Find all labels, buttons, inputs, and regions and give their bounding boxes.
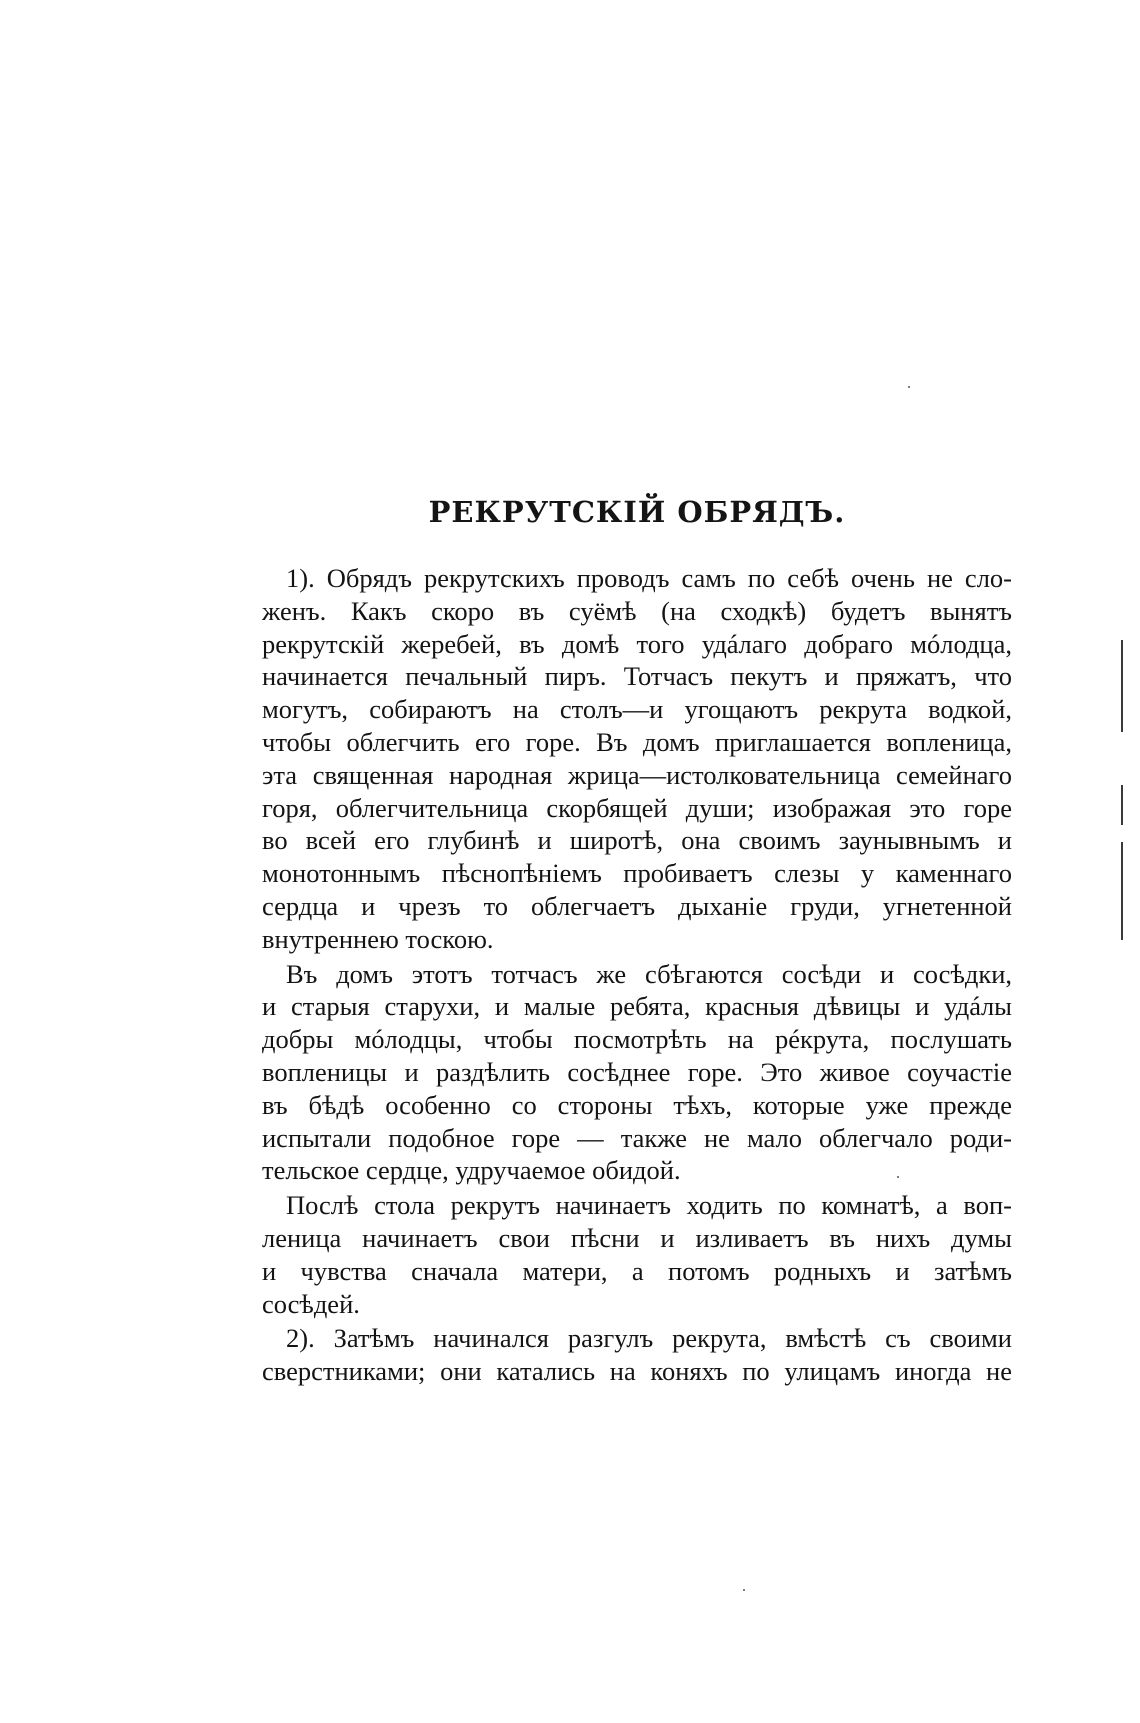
text-line: рекрутскій жеребей, въ домѣ того удáлаго добраго мóлодца,: [262, 628, 1012, 659]
text-line: и старыя старухи, и малые ребята, красныя дѣвицы и удáлы: [262, 991, 1012, 1022]
body-text: [262, 562, 1012, 1390]
text-line: въ бѣдѣ особенно со стороны тѣхъ, которые уже прежде: [262, 1089, 1012, 1120]
text-line: 2). Затѣмъ начинался разгулъ рекрута, вмѣстѣ съ своими: [286, 1323, 1012, 1354]
text-line: во всей его глубинѣ и широтѣ, она своимъ заунывнымъ и: [262, 825, 1012, 856]
text-line: монотоннымъ пѣснопѣніемъ пробиваетъ слезы у каменнаго: [262, 858, 1012, 889]
text-line: добры мóлодцы, чтобы посмотрѣть на рéкрута, послушать: [262, 1024, 1012, 1055]
margin-mark: [1121, 842, 1123, 940]
text-line: горя, облегчительница скорбящей души; изображая это горе: [262, 792, 1012, 823]
text-line: и чувства сначала матери, а потомъ родныхъ и затѣмъ: [262, 1255, 1012, 1286]
paragraph-1: [262, 562, 1012, 956]
scan-speck: [908, 386, 910, 388]
text-line: Въ домъ этотъ тотчасъ же сбѣгаются сосѣди и сосѣдки,: [286, 958, 1012, 989]
text-line: 1). Обрядъ рекрутскихъ проводъ самъ по себѣ очень не сло-: [286, 563, 1012, 593]
text-line: сердца и чрезъ то облегчаетъ дыханіе груди, угнетенной: [262, 890, 1012, 921]
text-line: леница начинаетъ свои пѣсни и изливаетъ въ нихъ думы: [262, 1222, 1012, 1253]
paragraph-2: [262, 958, 1012, 1188]
scan-speck: [897, 1176, 899, 1178]
text-line: сосѣдей.: [262, 1288, 360, 1319]
text-line: вопленицы и раздѣлить сосѣднее горе. Это живое соучастіе: [262, 1056, 1012, 1087]
text-line: тельское сердце, удручаемое обидой.: [262, 1155, 681, 1186]
text-line: чтобы облегчить его горе. Въ домъ приглашается вопленица,: [262, 726, 1012, 757]
page-title: РЕКРУТСКІЙ ОБРЯДЪ.: [428, 495, 846, 529]
margin-mark: [1121, 640, 1123, 732]
paragraph-4: [262, 1322, 1012, 1388]
scan-speck: [743, 1589, 745, 1591]
margin-mark: [1121, 785, 1123, 825]
text-line: начинается печальный пиръ. Тотчасъ пекутъ и пряжатъ, что: [262, 661, 1012, 692]
text-line: эта священная народная жрица—истолковательница семейнаго: [262, 759, 1012, 790]
text-line: испытали подобное горе — также не мало облегчало роди-: [262, 1122, 1012, 1153]
text-line: женъ. Какъ скоро въ суёмѣ (на сходкѣ) будетъ вынятъ: [262, 595, 1012, 626]
text-line: Послѣ стола рекрутъ начинаетъ ходить по комнатѣ, а воп-: [286, 1190, 1012, 1221]
text-line: сверстниками; они катались на коняхъ по улицамъ иногда не: [262, 1356, 1012, 1387]
text-line: могутъ, собираютъ на столъ—и угощаютъ рекрута водкой,: [262, 694, 1012, 725]
paragraph-3: [262, 1189, 1012, 1320]
text-line: внутреннею тоскою.: [262, 923, 494, 954]
